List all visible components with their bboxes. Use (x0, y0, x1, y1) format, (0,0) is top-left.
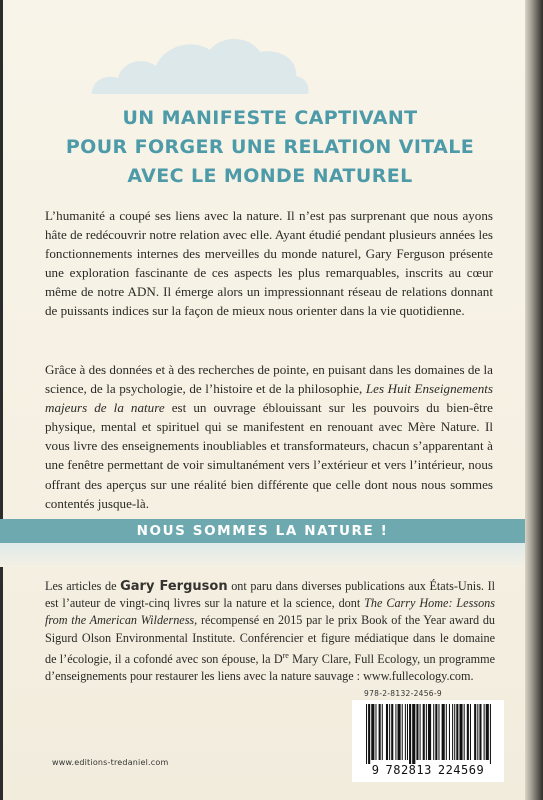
headline-line-2: POUR FORGER UNE RELATION VITALE (65, 136, 475, 158)
barcode-bar (395, 704, 396, 760)
barcode-bar (459, 704, 462, 760)
cloud-icon (84, 28, 314, 98)
second-paragraph (45, 360, 493, 513)
barcode-bar (479, 704, 481, 760)
barcode-bar (371, 704, 374, 760)
second-paragraph-intro: Grâce à des données et à des recherches de pointe, en puisant dans les domaines de la science, de la psychologie, de l’histoire et de la philosophie, (45, 362, 493, 397)
barcode-bar (386, 704, 388, 760)
barcode-bar (477, 704, 478, 760)
barcode-bar (435, 704, 437, 760)
barcode-first-digit: 9 (371, 763, 380, 777)
barcode-bar (474, 704, 476, 760)
author-bio (45, 578, 495, 685)
barcode-bar (402, 704, 403, 760)
barcode-bar (490, 704, 491, 764)
bio-part-3: Mary Clare, Full Ecology, un programme d’enseignements pour restaurer les liens avec la nature sauvage : www.fullecology.com. (45, 651, 496, 684)
barcode-bar (409, 704, 411, 764)
headline (60, 104, 480, 191)
book-title: Les Huit Enseignements majeurs de la nature (45, 381, 493, 416)
barcode-bar (375, 704, 376, 760)
barcode-bar (416, 704, 418, 760)
barcode-bar (433, 704, 434, 760)
barcode-bar (454, 704, 455, 760)
barcode-group-2: 224569 (437, 763, 485, 777)
barcode-bar (368, 704, 370, 764)
author-bio-paragraph (45, 578, 495, 685)
barcode-bar (412, 704, 415, 764)
band-label: NOUS SOMMES LA NATURE ! (136, 523, 389, 539)
bio-book-title: The Carry Home: Lessons from the American Wilderness, (45, 596, 496, 628)
barcode-bar (423, 704, 425, 760)
left-edge (0, 0, 3, 800)
barcode-bar (486, 704, 489, 760)
barcode-bar (420, 704, 421, 760)
barcode-bar (464, 704, 465, 760)
second-paragraph-rest: est un ouvrage éblouissant sur les pouvoirs du bien-être physique, mental et spirituel qui se manifestent en renouant avec Mère Nature. Il vous livre des enseignements inoubliables et transformateurs, chacun s’apparentant à une fenêtre permettant de voir simultanément vers l’extérieur et vers l’intérieur, nous offrant des aperçus sur une réalité bien différente que celle dont nous nous sommes contentés jusque-là. (45, 400, 493, 511)
band-fade (0, 543, 525, 567)
barcode-group-1: 782813 (385, 763, 432, 777)
book-spine-edge (525, 0, 543, 800)
barcode (352, 700, 504, 782)
headline-line-1: UN MANIFESTE CAPTIVANT (122, 107, 418, 129)
barcode-bar (428, 704, 431, 760)
barcode-bar (484, 704, 485, 760)
barcode-bar (470, 704, 471, 760)
barcode-bar (467, 704, 469, 760)
barcode-bar (405, 704, 406, 760)
barcode-bar (446, 704, 447, 760)
barcode-bar (398, 704, 401, 760)
bio-superscript: re (282, 650, 289, 660)
bio-part-1: ont paru dans diverses publications aux États-Unis. Il est l’auteur de vingt-cinq livres sur la nature et la science, dont (45, 579, 496, 611)
barcode-digits (352, 763, 504, 777)
barcode-bar (366, 704, 367, 764)
barcode-bar (452, 704, 453, 760)
barcode-bar (449, 704, 450, 760)
barcode-bar (456, 704, 458, 760)
intro-paragraph: L’humanité a coupé ses liens avec la nature. Il n’est pas surprenant que nous ayons hâte de redécouvrir notre relation avec elle. Ayant étudié pendant plusieurs années les fonctionnements internes des merveilles du monde naturel, Gary Ferguson présente une exploration fascinante de ces aspects les plus remarquables, inscrits au cœur même de notre ADN. Il émerge alors un impressionnant réseau de relations donnant de puissants indices sur la façon de mieux nous orienter dans la vie quotidienne. (45, 208, 493, 319)
barcode-bar (379, 704, 381, 760)
barcode-bars (358, 704, 498, 764)
barcode-bar (391, 704, 393, 760)
bio-part-2: récompensé en 2015 par le prix Book of the Year award du Sigurd Olson Environmental Institute. Conférencier et figure médiatique dans le domaine de l’écologie, il a cofondé avec son épouse, la D (45, 613, 496, 666)
barcode-bar (442, 704, 445, 760)
barcode-bar (382, 704, 383, 760)
author-name: Gary Ferguson (120, 579, 228, 594)
section-band (0, 519, 525, 543)
bio-lead: Les articles de (45, 579, 117, 593)
barcode-bar (389, 704, 390, 760)
intro-paragraph-block (45, 206, 493, 321)
barcode-bar (426, 704, 427, 760)
second-paragraph-block (45, 360, 493, 513)
publisher-website: www.editions-tredaniel.com (52, 758, 169, 767)
barcode-bar (407, 704, 408, 760)
barcode-bar (438, 704, 439, 760)
headline-line-3: AVEC LE MONDE NATUREL (127, 165, 413, 187)
isbn-number: 978-2-8132-2456-9 (364, 689, 442, 698)
